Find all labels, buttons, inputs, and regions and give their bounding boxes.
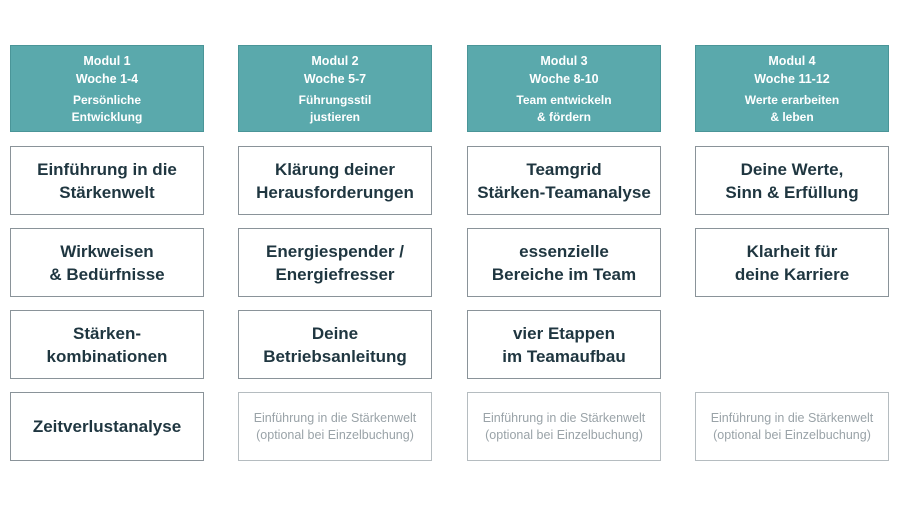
card-line: kombinationen — [46, 346, 168, 366]
module-topic: justieren — [309, 109, 360, 124]
topic-card — [695, 146, 889, 215]
optional-card — [695, 392, 889, 461]
card-line: essenzielle — [519, 241, 609, 261]
card-line: Einführung in die — [37, 159, 177, 179]
card-line: Einführung in die Stärkenwelt — [710, 410, 874, 425]
module-2-header — [238, 45, 432, 132]
topic-card — [238, 146, 432, 215]
module-topic: Führungsstil — [298, 92, 372, 107]
module-title: Modul 4 — [768, 53, 816, 68]
card-line: Sinn & Erfüllung — [725, 182, 859, 202]
module-4-header — [695, 45, 889, 132]
card-line: Klarheit für — [746, 241, 838, 261]
card-line: (optional bei Einzelbuchung) — [256, 427, 414, 442]
card-line: Bereiche im Team — [491, 264, 637, 284]
topic-card — [695, 228, 889, 297]
card-line: & Bedürfnisse — [49, 264, 165, 284]
card-line: im Teamaufbau — [502, 346, 626, 366]
topic-card — [10, 146, 204, 215]
card-line: Klärung deiner — [275, 159, 395, 179]
card-line: Energiefresser — [275, 264, 395, 284]
module-topic: & leben — [770, 109, 814, 124]
optional-card — [238, 392, 432, 461]
topic-card — [467, 146, 661, 215]
card-line: Stärken- — [72, 323, 142, 343]
module-topic: Werte erarbeiten — [744, 92, 840, 107]
topic-card — [10, 392, 204, 461]
card-line: Stärken-Teamanalyse — [477, 182, 651, 202]
module-topic: Team entwickeln — [516, 92, 612, 107]
card-line: Betriebsanleitung — [263, 346, 407, 366]
card-line: Herausforderungen — [256, 182, 414, 202]
module-3-header — [467, 45, 661, 132]
module-weeks: Woche 1-4 — [75, 71, 139, 86]
module-1-header — [10, 45, 204, 132]
card-line: Stärkenwelt — [59, 182, 155, 202]
card-line: Wirkweisen — [60, 241, 154, 261]
module-topic: & fördern — [537, 109, 591, 124]
module-topic: Entwicklung — [71, 109, 143, 124]
optional-card — [467, 392, 661, 461]
card-line: Deine Werte, — [740, 159, 844, 179]
topic-card — [238, 310, 432, 379]
module-title: Modul 2 — [311, 53, 359, 68]
card-line: deine Karriere — [734, 264, 850, 284]
card-line: Zeitverlustanalyse — [32, 417, 182, 436]
module-weeks: Woche 5-7 — [303, 71, 367, 86]
card-line: Deine — [311, 323, 359, 343]
module-weeks: Woche 11-12 — [754, 71, 830, 86]
card-line: Einführung in die Stärkenwelt — [253, 410, 417, 425]
topic-card — [238, 228, 432, 297]
module-topic: Persönliche — [72, 92, 142, 107]
card-line: Einführung in die Stärkenwelt — [482, 410, 646, 425]
card-line: (optional bei Einzelbuchung) — [485, 427, 643, 442]
card-line: Teamgrid — [526, 159, 602, 179]
module-title: Modul 3 — [540, 53, 588, 68]
topic-card — [10, 228, 204, 297]
module-weeks: Woche 8-10 — [529, 71, 599, 86]
topic-card — [467, 310, 661, 379]
card-line: (optional bei Einzelbuchung) — [713, 427, 871, 442]
module-title: Modul 1 — [83, 53, 131, 68]
topic-card — [10, 310, 204, 379]
topic-card — [467, 228, 661, 297]
card-line: Energiespender / — [266, 241, 404, 261]
card-line: vier Etappen — [512, 323, 616, 343]
